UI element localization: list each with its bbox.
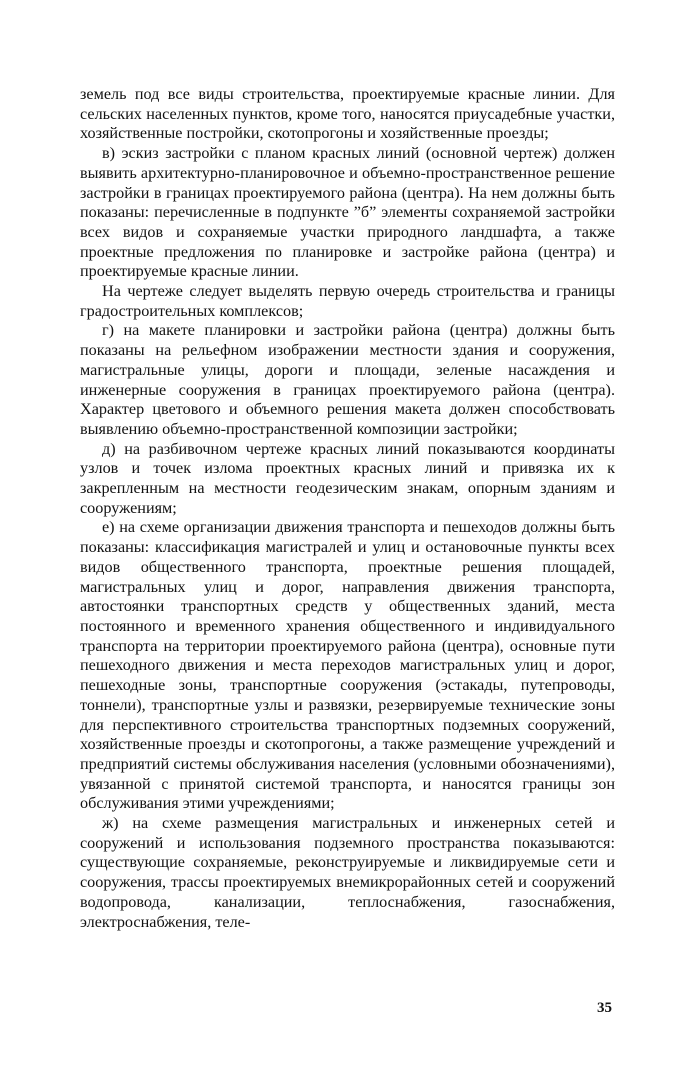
page-number: 35 — [597, 1000, 612, 1016]
paragraph-item-v: в) эскиз застройки с планом красных линий (основной чертеж) должен выявить архитектурно-планировочное и объемно-пространственное решение застройки в границах проектируемого района (центра). На нем должны быть показаны: перечисленные в подпункте ”б” элементы сохраняемой застройки всех видов и сохраняемые участки природного ландшафта, а также проектные предложения по планировке и застройке района (центра) и проектируемые красные линии. — [80, 144, 615, 281]
paragraph-item-e: е) на схеме организации движения транспорта и пешеходов должны быть показаны: классификация магистралей и улиц и остановочные пункты всех видов общественного транспорта, проектные решения площадей, магистральных улиц и дорог, направления движения транспорта, автостоянки транспортных средств у общественных зданий, места постоянного и временного хранения общественного и индивидуального транспорта на территории проектируемого района (центра), основные пути пешеходного движения и места переходов магистральных улиц и дорог, пешеходные зоны, транспортные сооружения (эстакады, путепроводы, тоннели), транспортные узлы и развязки, резервируемые технические зоны для перспективного строительства транспортных подземных сооружений, хозяйственные проезды и скотопрогоны, а также размещение учреждений и предприятий системы обслуживания населения (условными обозначениями), увязанной с принятой системой транспорта, и наносятся границы зон обслуживания этими учреждениями; — [80, 518, 615, 813]
paragraph-item-g: г) на макете планировки и застройки района (центра) должны быть показаны на рельефном изображении местности здания и сооружения, магистральные улицы, дороги и площади, зеленые насаждения и инженерные сооружения в границах проектируемого района (центра). Характер цветового и объемного решения макета должен способствовать выявлению объемно-пространственной композиции застройки; — [80, 321, 615, 438]
paragraph-continuation: земель под все виды строительства, проектируемые красные линии. Для сельских населенных пунктов, кроме того, наносятся приусадебные участки, хозяйственные постройки, скотопрогоны и хозяйственные проезды; — [80, 85, 615, 143]
document-body — [80, 85, 615, 932]
paragraph-item-zh: ж) на схеме размещения магистральных и инженерных сетей и сооружений и использования подземного пространства показываются: существующие сохраняемые, реконструируемые и ликвидируемые сети и сооружения, трассы проектируемых внемикрорайонных сетей и сооружений водопровода, канализации, теплоснабжения, газоснабжения, электроснабжения, теле- — [80, 814, 615, 931]
paragraph-item-d: д) на разбивочном чертеже красных линий показываются координаты узлов и точек излома проектных красных линий и привязка их к закрепленным на местности геодезическим знакам, опорным зданиям и сооружениям; — [80, 439, 615, 517]
paragraph-first-stage: На чертеже следует выделять первую очередь строительства и границы градостроительных комплексов; — [80, 282, 615, 320]
